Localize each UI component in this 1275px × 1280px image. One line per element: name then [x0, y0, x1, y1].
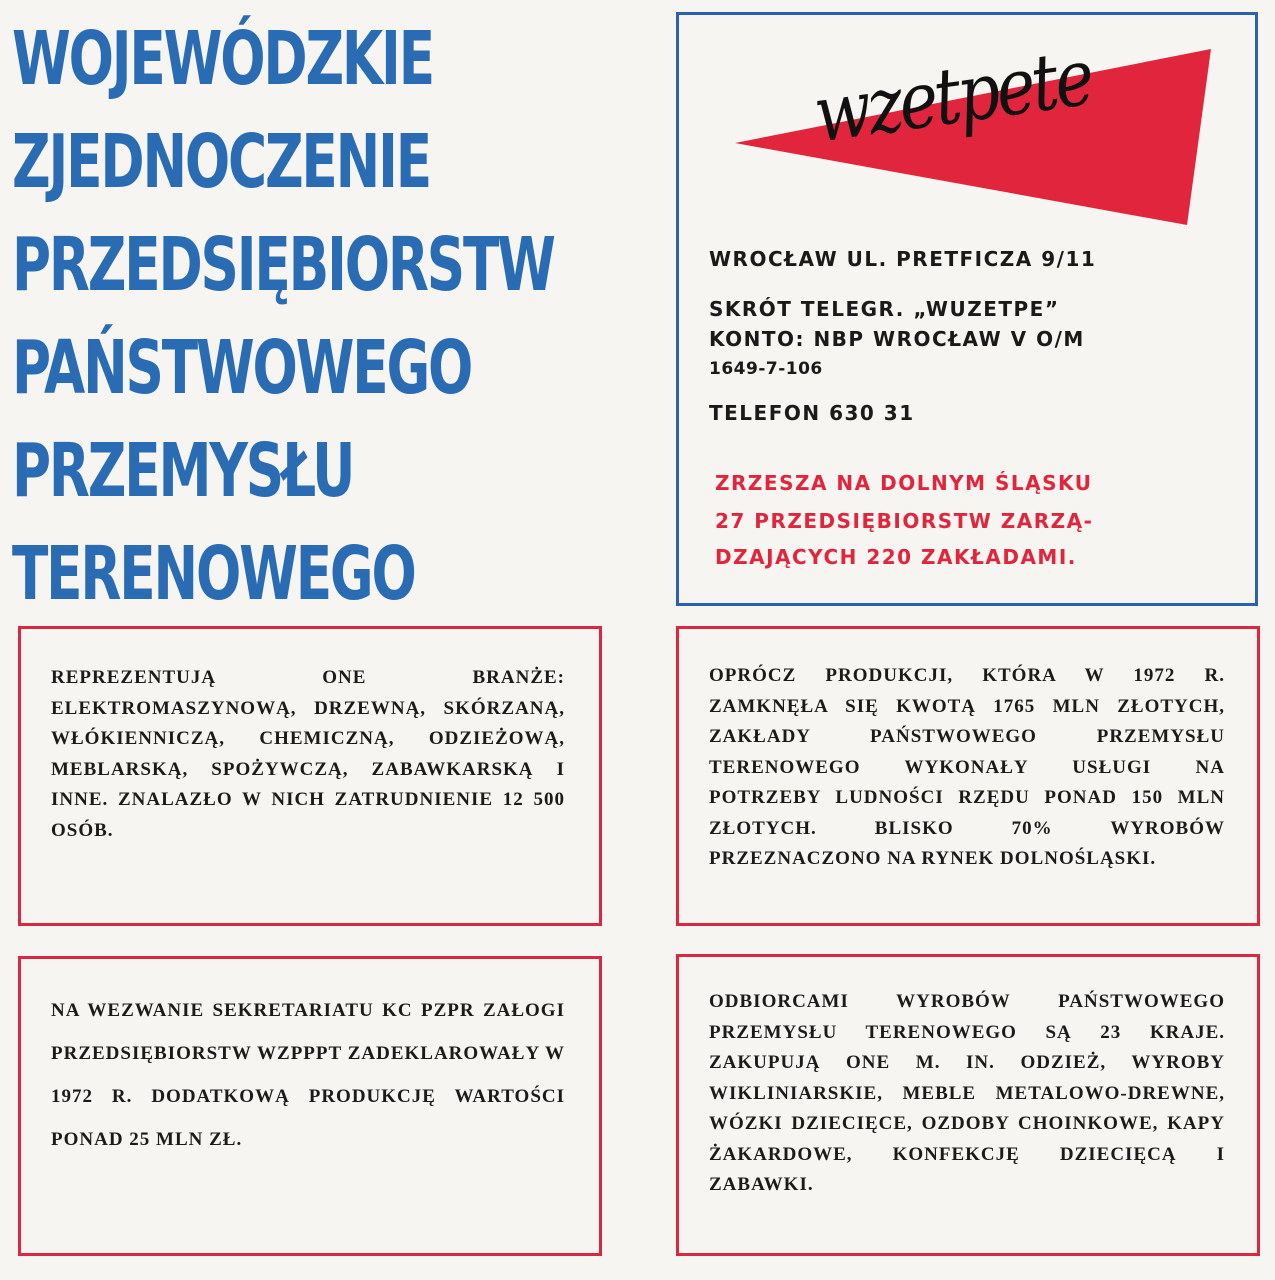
export-text: ODBIORCAMI WYROBÓW PAŃSTWOWEGO PRZEMYSŁU TERENOWEGO SĄ 23 KRAJE. ZAKUPUJĄ ONE M. IN. ODZIEŻ, WYROBY WIKLINIARSKIE, MEBLE METALOWO-DREWNE, WÓZKI DZIECIĘCE, OZDOBY CHOINKOWE, KAPY ŻAKARDOWE, KONFEKCJĘ DZIECIĘCĄ I ZABAWKI. — [709, 991, 1225, 1195]
summary-line: 27 PRZEDSIĘBIORSTW ZARZĄ- — [715, 509, 1094, 533]
address-text: WROCŁAW UL. PRETFICZA 9/11 — [709, 247, 1097, 271]
summary-line: ZRZESZA NA DOLNYM ŚLĄSKU — [715, 471, 1093, 495]
pledge-text: NA WEZWANIE SEKRETARIATU KC PZPR ZAŁOGI PRZEDSIĘBIORSTW WZPPPT ZADEKLAROWAŁY W 1972 R. DODATKOWĄ PRODUKCJĘ WARTOŚCI PONAD 25 MLN ZŁ. — [51, 1000, 565, 1150]
logo-wordmark: wzetpete — [808, 32, 1097, 161]
telegram-text: SKRÓT TELEGR. „WUZETPE” — [709, 297, 1060, 321]
card-production — [676, 626, 1260, 926]
title-line: PRZEDSIĘBIORSTW — [12, 222, 554, 308]
contact-box — [676, 12, 1258, 606]
card-pledge — [18, 956, 602, 1256]
title-line: TERENOWEGO — [12, 531, 415, 617]
card-branches — [18, 626, 602, 926]
title-line: PAŃSTWOWEGO — [12, 325, 472, 411]
page-title — [12, 8, 554, 626]
title-line: PRZEMYSŁU — [12, 428, 354, 514]
branches-text: REPREZENTUJĄ ONE BRANŻE: ELEKTROMASZYNOWĄ, DRZEWNĄ, SKÓRZANĄ, WŁÓKIENNICZĄ, CHEMICZNĄ, ODZIEŻOWĄ, MEBLARSKĄ, SPOŻYWCZĄ, ZABAWKARSKĄ I INNE. ZNALAZŁO W NICH ZATRUDNIENIE 12 500 OSÓB. — [51, 667, 565, 841]
account-text: KONTO: NBP WROCŁAW V O/M — [709, 327, 1085, 351]
account-number: 1649-7-106 — [709, 359, 823, 379]
card-export — [676, 954, 1260, 1256]
title-line: WOJEWÓDZKIE — [12, 16, 433, 102]
title-line: ZJEDNOCZENIE — [12, 119, 430, 205]
phone-text: TELEFON 630 31 — [709, 401, 915, 425]
production-text: OPRÓCZ PRODUKCJI, KTÓRA W 1972 R. ZAMKNĘŁA SIĘ KWOTĄ 1765 MLN ZŁOTYCH, ZAKŁADY PAŃSTWOWEGO PRZEMYSŁU TERENOWEGO WYKONAŁY USŁUGI NA POTRZEBY LUDNOŚCI RZĘDU PONAD 150 MLN ZŁOTYCH. BLISKO 70% WYROBÓW PRZEZNACZONO NA RYNEK DOLNOŚLĄSKI. — [709, 665, 1225, 869]
summary-line: DZAJĄCYCH 220 ZAKŁADAMI. — [715, 545, 1077, 569]
